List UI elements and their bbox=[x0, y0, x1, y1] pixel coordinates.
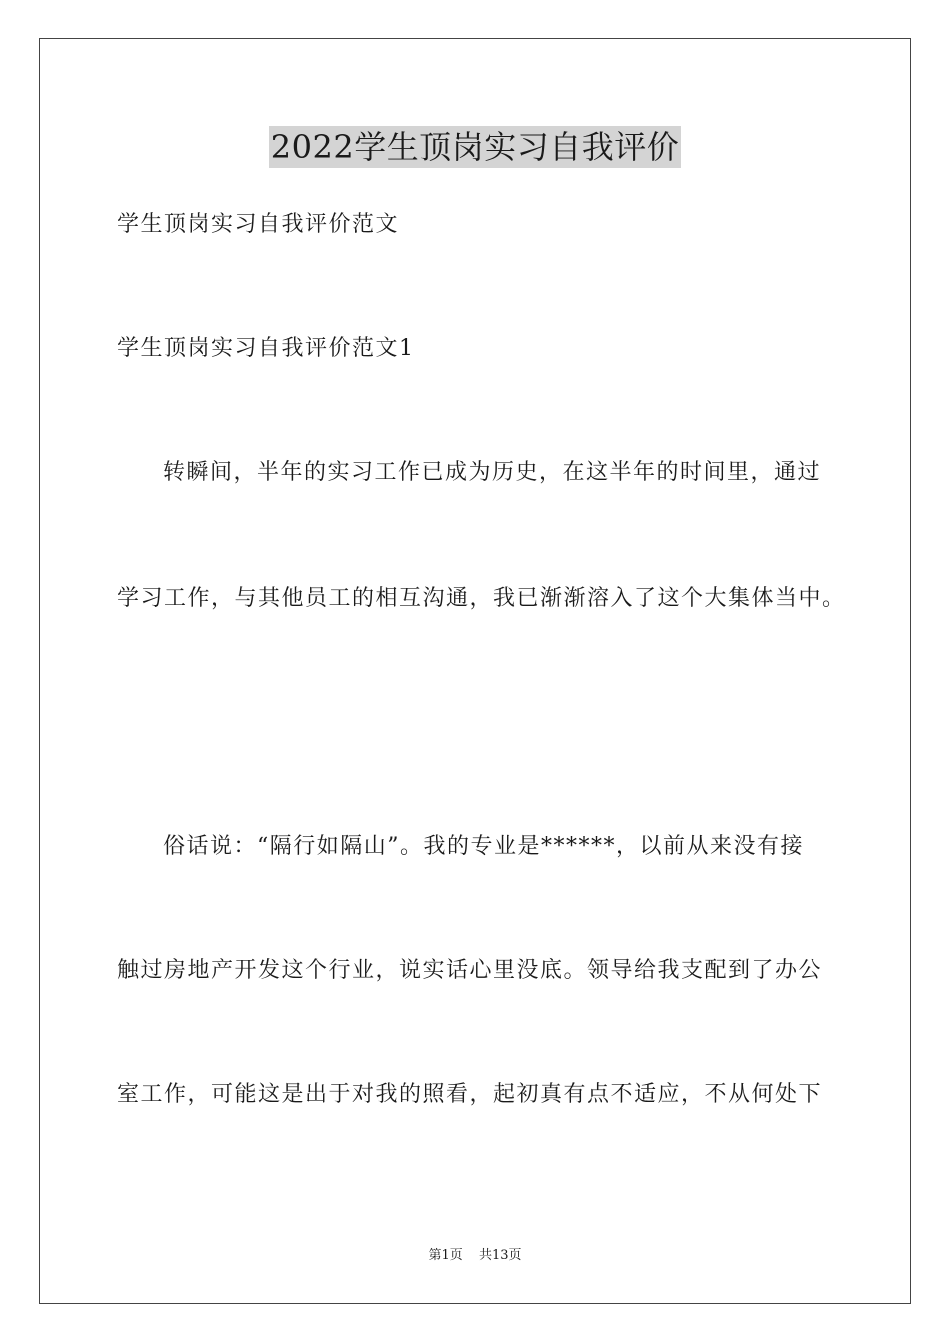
paragraph-line: 转瞬间，半年的实习工作已成为历史，在这半年的时间里，通过 bbox=[163, 460, 822, 485]
title-container bbox=[0, 126, 950, 168]
section-heading: 学生顶岗实习自我评价范文1 bbox=[117, 336, 415, 361]
paragraph-line: 触过房地产开发这个行业，说实话心里没底。领导给我支配到了办公 bbox=[117, 958, 823, 983]
document-title: 2022学生顶岗实习自我评价 bbox=[270, 128, 680, 166]
paragraph-line: 学习工作，与其他员工的相互沟通，我已渐渐溶入了这个大集体当中。 bbox=[117, 586, 846, 611]
paragraph-line: 俗话说：“隔行如隔山”。我的专业是******，以前从来没有接 bbox=[163, 834, 804, 859]
page-footer bbox=[0, 1247, 950, 1265]
paragraph-line: 室工作，可能这是出于对我的照看，起初真有点不适应，不从何处下 bbox=[117, 1082, 823, 1107]
document-subtitle: 学生顶岗实习自我评价范文 bbox=[117, 212, 400, 237]
page-number-total: 共13页 bbox=[478, 1248, 522, 1263]
page-number-current: 第1页 bbox=[428, 1248, 463, 1263]
